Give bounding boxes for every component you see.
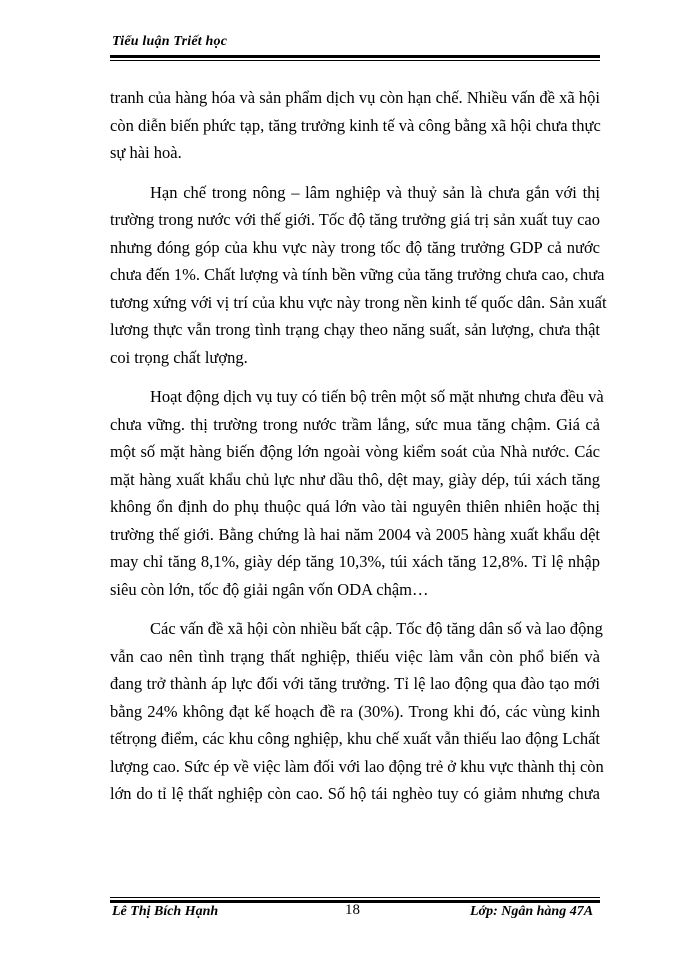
page-number: 18	[345, 902, 360, 918]
text-line: Các vấn đề xã hội còn nhiều bất cập. Tốc độ tăng dân số và lao động	[150, 619, 603, 638]
text-line: Hạn chế trong nông – lâm nghiệp và thuỷ sản là chưa gắn với thị	[150, 182, 600, 202]
footer-author: Lê Thị Bích Hạnh	[112, 904, 219, 919]
text-line: chưa đến 1%. Chất lượng và tính bền vững của tăng trưởng chưa cao, chưa	[110, 265, 605, 284]
document-body	[110, 84, 607, 820]
text-line: không ổn định do phụ thuộc quá lớn vào tài nguyên thiên nhiên hoặc thị	[110, 497, 600, 516]
header-title: Tiểu luận Triết học	[112, 34, 228, 49]
text-line: trường thế giới. Bằng chứng là hai năm 2004 và 2005 hàng xuất khẩu dệt	[110, 524, 600, 544]
paragraph-1	[110, 84, 600, 167]
text-line: bằng 24% không đạt kế hoạch đề ra (30%). Trong khi đó, các vùng kinh	[110, 701, 600, 721]
text-line: còn diễn biến phức tạp, tăng trưởng kinh tế và công bằng xã hội chưa thực	[110, 115, 601, 135]
paragraph-3	[110, 383, 604, 603]
paragraph-2	[110, 179, 607, 372]
text-line: tranh của hàng hóa và sản phẩm dịch vụ còn hạn chế. Nhiều vấn đề xã hội	[110, 88, 600, 107]
paragraph-4	[110, 615, 604, 808]
text-line: may chỉ tăng 8,1%, giày dép tăng 10,3%, túi xách tăng 12,8%. Tỉ lệ nhập	[110, 552, 600, 571]
text-line: coi trọng chất lượng.	[110, 347, 248, 367]
text-line: lượng cao. Sức ép về việc làm đối với lao động trẻ ở khu vực thành thị còn	[110, 756, 604, 776]
header-rule	[110, 55, 600, 61]
text-line: mặt hàng xuất khẩu chủ lực như dầu thô, dệt may, giày dép, túi xách tăng	[110, 469, 600, 489]
text-line: lớn do tỉ lệ thất nghiệp còn cao. Số hộ tái nghèo tuy có giảm nhưng chưa	[110, 784, 600, 803]
footer-class: Lớp: Ngân hàng 47A	[470, 904, 594, 919]
text-line: chưa vững. thị trường trong nước trầm lắng, sức mua tăng chậm. Giá cả	[110, 414, 600, 434]
text-line: một số mặt hàng biến động lớn ngoài vòng kiểm soát của Nhà nước. Các	[110, 442, 600, 461]
text-line: trường trong nước với thế giới. Tốc độ tăng trưởng giá trị sản xuất tuy cao	[110, 210, 600, 229]
text-line: vẫn cao nên tình trạng thất nghiệp, thiếu việc làm vẫn còn phổ biến và	[110, 646, 600, 666]
text-line: nhưng đóng góp của khu vực này trong tốc độ tăng trưởng GDP cả nước	[110, 237, 600, 257]
text-line: sự hài hoà.	[110, 143, 182, 162]
text-line: đang trở thành áp lực đối với tăng trưởng. Tỉ lệ lao động qua đào tạo mới	[110, 674, 600, 693]
text-line: tếtrọng điểm, các khu công nghiệp, khu chế xuất vẫn thiếu lao động Lchất	[110, 729, 600, 748]
text-line: Hoạt động dịch vụ tuy có tiến bộ trên một số mặt nhưng chưa đều và	[150, 387, 604, 406]
text-line: lương thực vẫn trong tình trạng chạy theo năng suất, sản lượng, chưa thật	[110, 320, 600, 339]
text-line: siêu còn lớn, tốc độ giải ngân vốn ODA chậm…	[110, 579, 429, 599]
text-line: tương xứng với vị trí của khu vực này trong nền kinh tế quốc dân. Sản xuất	[110, 292, 607, 312]
